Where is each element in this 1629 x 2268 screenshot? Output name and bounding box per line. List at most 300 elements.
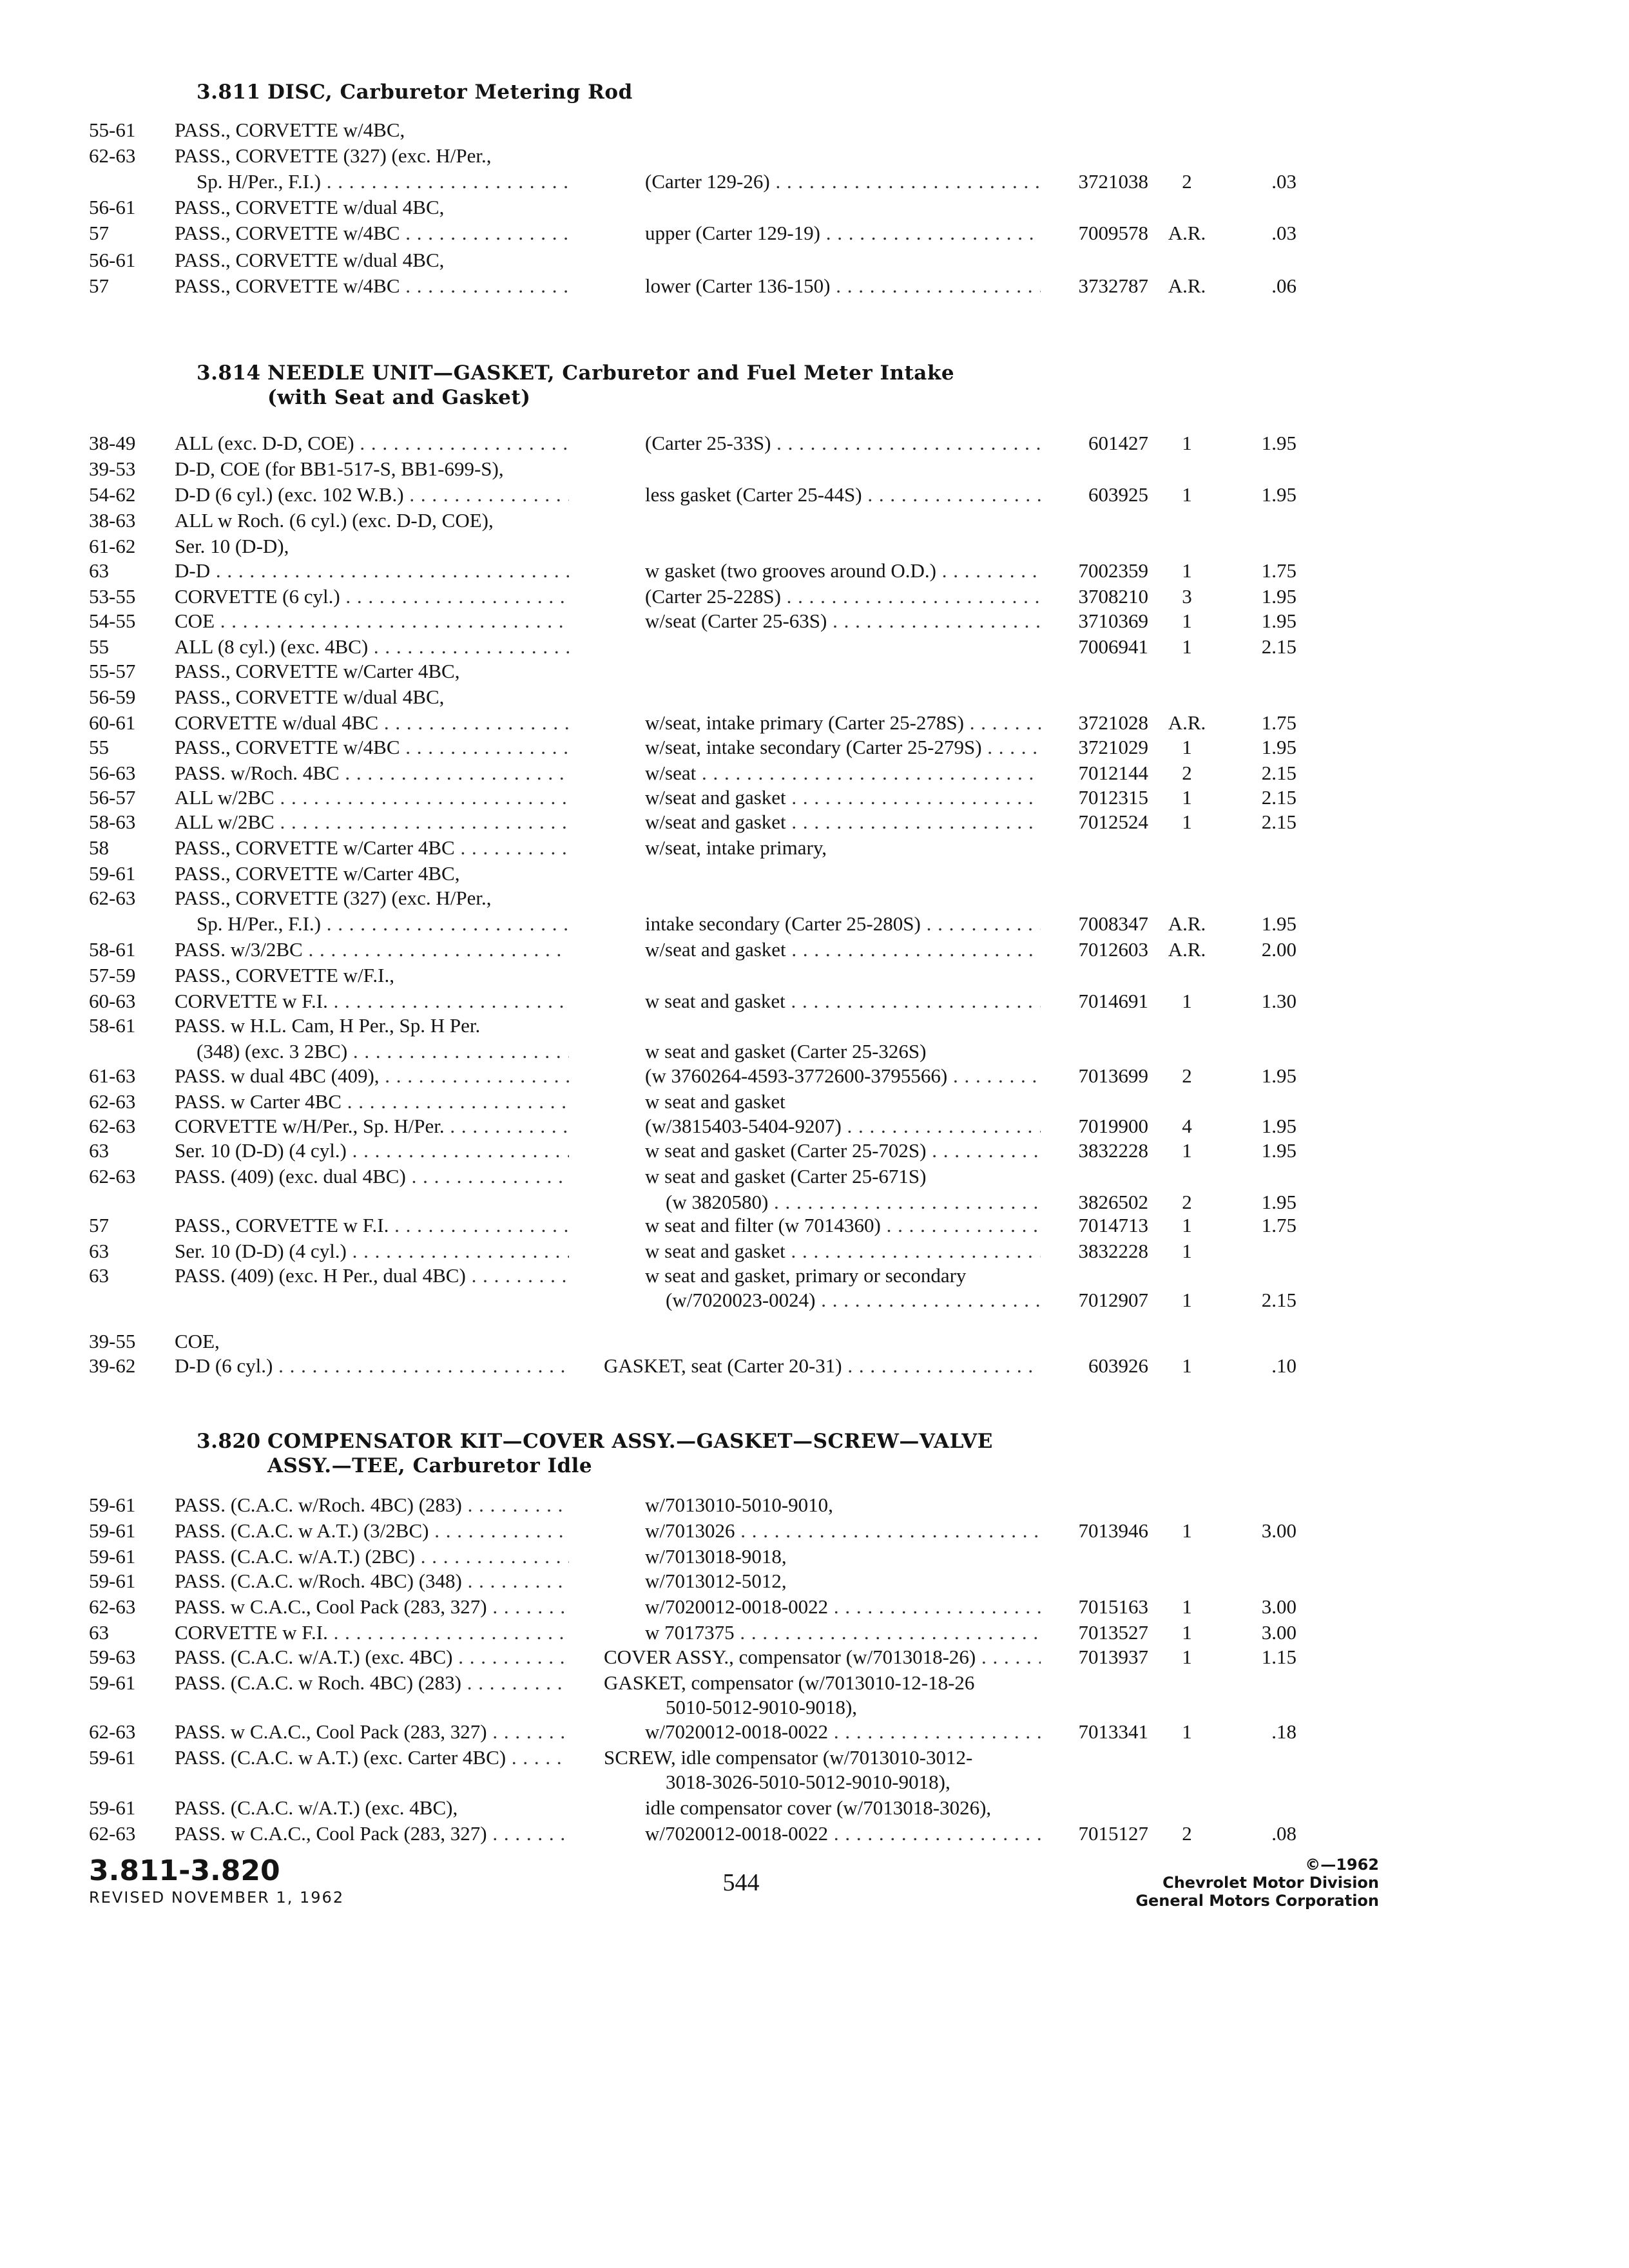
description: (w/3815403-5404-9207) . . . <box>645 1113 1041 1139</box>
list-price: 1.75 <box>1261 559 1296 582</box>
application: D-D . . . <box>175 558 569 584</box>
list-price: 1.95 <box>1261 1115 1296 1137</box>
table-row <box>0 430 1629 456</box>
list-price <box>1224 1263 1296 1289</box>
quantity: 2 <box>1182 1822 1192 1845</box>
quantity: 1 <box>1182 1354 1192 1377</box>
leader-dots <box>354 432 569 454</box>
application <box>175 1287 569 1313</box>
leader-dots <box>445 1115 569 1137</box>
section-subtitle: ASSY.—TEE, Carburetor Idle <box>267 1454 593 1477</box>
model-years: 39-62 <box>89 1354 136 1377</box>
table-row <box>0 1164 1629 1189</box>
application: PASS. w C.A.C., Cool Pack (283, 327) . . . <box>175 1594 569 1620</box>
part-number <box>1044 658 1148 684</box>
part-number <box>1044 1544 1148 1570</box>
list-price: 1.75 <box>1261 711 1296 734</box>
quantity: A.R. <box>1168 274 1206 297</box>
table-row <box>0 760 1629 786</box>
model-years: 62-63 <box>89 1115 136 1137</box>
list-price <box>1224 1164 1296 1189</box>
model-years <box>89 1769 171 1795</box>
quantity <box>1155 1568 1219 1594</box>
application: PASS., CORVETTE w F.I. . . . <box>175 1213 569 1238</box>
section-heading <box>197 361 1228 410</box>
model-years: 60-63 <box>89 990 136 1012</box>
model-years: 61-62 <box>89 535 136 557</box>
model-years: 63 <box>89 1240 109 1262</box>
application: CORVETTE w/H/Per., Sp. H/Per. . . . <box>175 1113 569 1139</box>
leader-dots <box>947 1064 1041 1087</box>
description: w seat and gasket . . . <box>645 1238 1041 1264</box>
part-number: 7013946 <box>1078 1519 1148 1542</box>
application: PASS., CORVETTE w/dual 4BC, <box>175 196 445 218</box>
application: PASS. (C.A.C. w/A.T.) (exc. 4BC), <box>175 1796 458 1819</box>
leader-dots <box>696 762 1041 784</box>
description: w seat and gasket <box>645 1090 786 1113</box>
quantity: 1 <box>1182 1621 1192 1644</box>
part-number <box>1044 1089 1148 1115</box>
list-price <box>1224 508 1296 533</box>
description: w/seat and gasket . . . <box>645 809 1041 835</box>
quantity <box>1155 835 1219 861</box>
description: w seat and gasket . . . <box>645 988 1041 1014</box>
description: w/7020012-0018-0022 . . . <box>645 1821 1041 1847</box>
application: CORVETTE w F.I. . . . <box>175 1620 569 1646</box>
leader-dots <box>340 762 569 784</box>
list-price <box>1224 1695 1296 1720</box>
quantity: 1 <box>1182 1720 1192 1743</box>
description: w gasket (two grooves around O.D.) . . . <box>645 558 1041 584</box>
part-number <box>1044 117 1148 143</box>
part-number <box>1044 143 1148 169</box>
model-years: 59-61 <box>89 1746 136 1769</box>
part-number: 7013699 <box>1078 1064 1148 1087</box>
application: PASS. w C.A.C., Cool Pack (283, 327) . . . <box>175 1821 569 1847</box>
application: PASS. (C.A.C. w/A.T.) (exc. 4BC) . . . <box>175 1644 569 1670</box>
leader-dots <box>321 170 569 193</box>
list-price: 2.15 <box>1261 762 1296 784</box>
description: COVER ASSY., compensator (w/7013018-26) . . . <box>604 1644 1041 1670</box>
description: w/7020012-0018-0022 . . . <box>645 1594 1041 1620</box>
leader-dots <box>347 1040 569 1062</box>
list-price <box>1224 247 1296 273</box>
model-years: 62-63 <box>89 1165 136 1187</box>
part-number <box>1044 247 1148 273</box>
leader-dots <box>303 938 569 961</box>
table-row <box>0 1238 1629 1264</box>
section-title: COMPENSATOR KIT—COVER ASSY.—GASKET—SCREW—VALVE <box>267 1430 993 1453</box>
quantity: 1 <box>1182 610 1192 632</box>
list-price <box>1224 861 1296 887</box>
list-price: 1.95 <box>1261 483 1296 506</box>
table-row <box>0 911 1629 937</box>
leader-dots <box>342 1090 569 1113</box>
description: w/7013012-5012, <box>645 1570 787 1592</box>
leader-dots <box>881 1214 1041 1236</box>
list-price: .03 <box>1271 222 1296 244</box>
part-number <box>1044 1039 1148 1064</box>
quantity <box>1155 1089 1219 1115</box>
quantity: 2 <box>1182 1064 1192 1087</box>
application: (348) (exc. 3 2BC) . . . <box>197 1039 569 1064</box>
part-number: 3832228 <box>1078 1240 1148 1262</box>
part-number <box>1044 1329 1148 1354</box>
model-years: 54-62 <box>89 483 136 506</box>
quantity <box>1155 1329 1219 1354</box>
application: CORVETTE (6 cyl.) . . . <box>175 584 569 610</box>
model-years: 59-61 <box>89 1494 136 1516</box>
table-row <box>0 1795 1629 1821</box>
application: PASS., CORVETTE w/4BC . . . <box>175 220 569 246</box>
leader-dots <box>842 1115 1041 1137</box>
quantity <box>1155 533 1219 559</box>
application: PASS. w/Roch. 4BC . . . <box>175 760 569 786</box>
description: w seat and filter (w 7014360) . . . <box>645 1213 1041 1238</box>
table-row <box>0 1263 1629 1289</box>
leader-dots <box>404 483 569 506</box>
revision-date: REVISED NOVEMBER 1, 1962 <box>89 1888 345 1907</box>
application: PASS. w C.A.C., Cool Pack (283, 327) . . . <box>175 1719 569 1745</box>
part-number <box>1044 533 1148 559</box>
quantity: 1 <box>1182 432 1192 454</box>
part-number: 7008347 <box>1078 912 1148 935</box>
part-number <box>1044 1769 1148 1795</box>
leader-dots <box>275 811 569 833</box>
application: PASS., CORVETTE (327) (exc. H/Per., <box>175 887 492 909</box>
quantity: A.R. <box>1168 912 1206 935</box>
table-row <box>0 1670 1629 1696</box>
quantity <box>1155 1695 1219 1720</box>
list-price <box>1224 885 1296 911</box>
quantity <box>1155 143 1219 169</box>
leader-dots <box>462 1494 569 1516</box>
section-range: 3.811-3.820 <box>89 1854 280 1887</box>
description: w/seat, intake secondary (Carter 25-279S) . . . <box>645 735 1041 760</box>
table-row <box>0 1189 1629 1215</box>
model-years: 63 <box>89 559 109 582</box>
quantity <box>1155 247 1219 273</box>
application: PASS. (C.A.C. w/Roch. 4BC) (348) . . . <box>175 1568 569 1594</box>
list-price <box>1224 533 1296 559</box>
part-number <box>1044 1492 1148 1518</box>
part-number: 3721029 <box>1078 736 1148 758</box>
page-number: 544 <box>722 1869 760 1896</box>
table-row <box>0 558 1629 584</box>
part-number: 7013341 <box>1078 1720 1148 1743</box>
corporation-name: General Motors Corporation <box>1135 1892 1379 1910</box>
description <box>645 456 1041 482</box>
footer-right <box>1031 1856 1379 1910</box>
description: w 7017375 . . . <box>645 1620 1041 1646</box>
quantity: 1 <box>1182 1646 1192 1668</box>
part-number: 3732787 <box>1078 274 1148 297</box>
part-number: 7015127 <box>1078 1822 1148 1845</box>
description: upper (Carter 129-19) . . . <box>645 220 1041 246</box>
model-years: 38-63 <box>89 509 136 532</box>
application: Sp. H/Per., F.I.) . . . <box>197 169 569 195</box>
part-number: 3721038 <box>1078 170 1148 193</box>
application: PASS., CORVETTE w/Carter 4BC, <box>175 660 460 682</box>
list-price <box>1224 117 1296 143</box>
description: (w/7020023-0024) . . . <box>666 1287 1041 1313</box>
application: D-D, COE (for BB1-517-S, BB1-699-S), <box>175 457 504 480</box>
part-number <box>1044 1745 1148 1771</box>
leader-dots <box>926 1139 1041 1162</box>
description: w/seat . . . <box>645 760 1041 786</box>
application: ALL w Roch. (6 cyl.) (exc. D-D, COE), <box>175 509 494 532</box>
leader-dots <box>786 1240 1041 1262</box>
leader-dots <box>273 1354 569 1377</box>
table-row <box>0 533 1629 559</box>
model-years: 56-61 <box>89 196 136 218</box>
leader-dots <box>786 811 1041 833</box>
model-years: 53-55 <box>89 585 136 608</box>
part-number <box>1044 885 1148 911</box>
application: ALL (exc. D-D, COE) . . . <box>175 430 569 456</box>
table-row <box>0 608 1629 634</box>
leader-dots <box>506 1746 569 1769</box>
table-row <box>0 1039 1629 1064</box>
list-price <box>1224 658 1296 684</box>
leader-dots <box>771 432 1041 454</box>
application: PASS. w Carter 4BC . . . <box>175 1089 569 1115</box>
list-price <box>1224 1568 1296 1594</box>
part-number: 7012603 <box>1078 938 1148 961</box>
quantity <box>1155 1544 1219 1570</box>
quantity: 1 <box>1182 483 1192 506</box>
part-number <box>1044 456 1148 482</box>
model-years: 58-61 <box>89 938 136 961</box>
list-price: 2.15 <box>1261 811 1296 833</box>
list-price <box>1224 456 1296 482</box>
list-price: 1.95 <box>1261 1139 1296 1162</box>
quantity <box>1155 885 1219 911</box>
description <box>645 1329 1041 1354</box>
list-price: 1.95 <box>1261 1064 1296 1087</box>
model-years: 56-59 <box>89 686 136 708</box>
description <box>645 1013 1041 1039</box>
list-price <box>1224 1769 1296 1795</box>
model-years: 62-63 <box>89 1822 136 1845</box>
leader-dots <box>786 990 1041 1012</box>
table-row <box>0 634 1629 660</box>
description: idle compensator cover (w/7013018-3026), <box>645 1796 992 1819</box>
leader-dots <box>828 1720 1041 1743</box>
quantity: 4 <box>1182 1115 1192 1137</box>
quantity: 3 <box>1182 585 1192 608</box>
description <box>645 533 1041 559</box>
description <box>645 247 1041 273</box>
leader-dots <box>378 711 569 734</box>
leader-dots <box>461 1671 569 1694</box>
leader-dots <box>936 559 1041 582</box>
quantity: 1 <box>1182 559 1192 582</box>
model-years: 57 <box>89 1214 109 1236</box>
quantity: 2 <box>1182 762 1192 784</box>
quantity: 1 <box>1182 811 1192 833</box>
part-number <box>1044 1013 1148 1039</box>
model-years: 62-63 <box>89 1090 136 1113</box>
leader-dots <box>368 635 569 658</box>
leader-dots <box>781 585 1041 608</box>
quantity <box>1155 684 1219 710</box>
quantity <box>1155 195 1219 220</box>
section-number: 3.814 <box>197 361 261 385</box>
table-row <box>0 1287 1629 1313</box>
table-row <box>0 1113 1629 1139</box>
description: w/7020012-0018-0022 . . . <box>645 1719 1041 1745</box>
application <box>175 1189 569 1215</box>
list-price <box>1224 1745 1296 1771</box>
model-years: 56-57 <box>89 786 136 809</box>
leader-dots <box>820 222 1041 244</box>
description <box>645 658 1041 684</box>
description: w/seat and gasket . . . <box>645 785 1041 811</box>
application: PASS., CORVETTE w/F.I., <box>175 964 394 986</box>
model-years: 59-61 <box>89 862 136 885</box>
list-price: 1.75 <box>1261 1214 1296 1236</box>
leader-dots <box>831 274 1041 297</box>
list-price: 1.30 <box>1261 990 1296 1012</box>
list-price <box>1224 1238 1296 1264</box>
part-number <box>1044 195 1148 220</box>
description: 5010-5012-9010-9018), <box>666 1696 858 1718</box>
quantity: 1 <box>1182 990 1192 1012</box>
part-number: 7013527 <box>1078 1621 1148 1644</box>
part-number: 7012907 <box>1078 1289 1148 1311</box>
list-price <box>1224 195 1296 220</box>
description: w/7013010-5010-9010, <box>645 1494 833 1516</box>
section-title: DISC, Carburetor Metering Rod <box>267 81 633 104</box>
application: PASS. (409) (exc. H Per., dual 4BC) . . . <box>175 1263 569 1289</box>
section-title: NEEDLE UNIT—GASKET, Carburetor and Fuel Meter Intake <box>267 361 955 385</box>
description <box>645 684 1041 710</box>
part-number: 7002359 <box>1078 559 1148 582</box>
model-years: 57-59 <box>89 964 136 986</box>
application: Ser. 10 (D-D), <box>175 535 289 557</box>
section-subtitle: (with Seat and Gasket) <box>267 386 531 409</box>
leader-dots <box>466 1264 569 1287</box>
model-years <box>89 911 171 937</box>
list-price: .18 <box>1271 1720 1296 1743</box>
model-years <box>89 169 171 195</box>
quantity <box>1155 1164 1219 1189</box>
application: PASS. w dual 4BC (409), . . . <box>175 1063 569 1089</box>
quantity <box>1155 456 1219 482</box>
description: (Carter 25-33S) . . . <box>645 430 1041 456</box>
table-row <box>0 885 1629 911</box>
application: ALL w/2BC . . . <box>175 809 569 835</box>
leader-dots <box>768 1191 1041 1213</box>
application: PASS., CORVETTE w/Carter 4BC . . . <box>175 835 569 861</box>
part-number: 7012315 <box>1078 786 1148 809</box>
table-row <box>0 1821 1629 1847</box>
model-years: 59-61 <box>89 1796 136 1819</box>
list-price <box>1224 1039 1296 1064</box>
table-row <box>0 247 1629 273</box>
leader-dots <box>828 1595 1041 1618</box>
description: w seat and gasket (Carter 25-326S) <box>645 1040 927 1062</box>
table-row <box>0 1138 1629 1164</box>
model-years: 58-63 <box>89 811 136 833</box>
model-years: 59-61 <box>89 1671 136 1694</box>
leader-dots <box>321 912 569 935</box>
model-years: 54-55 <box>89 610 136 632</box>
application: COE, <box>175 1330 220 1352</box>
description: lower (Carter 136-150) . . . <box>645 273 1041 299</box>
application: COE . . . <box>175 608 569 634</box>
leader-dots <box>770 170 1041 193</box>
model-years: 57 <box>89 222 109 244</box>
table-row <box>0 169 1629 195</box>
model-years: 55-61 <box>89 119 136 141</box>
part-number <box>1044 1164 1148 1189</box>
table-row <box>0 220 1629 246</box>
table-row <box>0 937 1629 963</box>
description <box>645 963 1041 988</box>
application: PASS. (409) (exc. dual 4BC) . . . <box>175 1164 569 1189</box>
model-years: 59-61 <box>89 1545 136 1568</box>
application: PASS. w H.L. Cam, H Per., Sp. H Per. <box>175 1014 481 1037</box>
leader-dots <box>828 1822 1041 1845</box>
model-years: 56-63 <box>89 762 136 784</box>
quantity <box>1155 1769 1219 1795</box>
leader-dots <box>328 1621 569 1644</box>
model-years <box>89 1287 171 1313</box>
part-number: 3710369 <box>1078 610 1148 632</box>
section-heading <box>197 1429 1228 1478</box>
table-row <box>0 273 1629 299</box>
copyright: ©—1962 <box>1305 1856 1379 1874</box>
quantity <box>1155 1795 1219 1821</box>
quantity: 1 <box>1182 1139 1192 1162</box>
leader-dots <box>815 1289 1041 1311</box>
list-price: 3.00 <box>1261 1595 1296 1618</box>
quantity <box>1155 508 1219 533</box>
list-price <box>1224 1492 1296 1518</box>
application <box>175 1769 569 1795</box>
table-row <box>0 785 1629 811</box>
table-row <box>0 1594 1629 1620</box>
table-row <box>0 1769 1629 1795</box>
list-price: 1.95 <box>1261 432 1296 454</box>
table-row <box>0 482 1629 508</box>
description <box>645 143 1041 169</box>
section-number: 3.820 <box>197 1430 261 1453</box>
part-number <box>1044 1568 1148 1594</box>
leader-dots <box>452 1646 569 1668</box>
leader-dots <box>921 912 1041 935</box>
list-price: 2.15 <box>1261 635 1296 658</box>
model-years: 62-63 <box>89 1720 136 1743</box>
application: ALL (8 cyl.) (exc. 4BC) . . . <box>175 634 569 660</box>
model-years: 57 <box>89 274 109 297</box>
part-number: 603925 <box>1088 483 1148 506</box>
leader-dots <box>842 1354 1041 1377</box>
part-number <box>1044 1670 1148 1696</box>
part-number <box>1044 963 1148 988</box>
quantity <box>1155 1745 1219 1771</box>
model-years: 63 <box>89 1264 109 1287</box>
leader-dots <box>380 1064 569 1087</box>
table-row <box>0 684 1629 710</box>
list-price: 1.95 <box>1261 610 1296 632</box>
leader-dots <box>400 222 569 244</box>
list-price <box>1224 835 1296 861</box>
part-number <box>1044 835 1148 861</box>
list-price: 1.95 <box>1261 1191 1296 1213</box>
